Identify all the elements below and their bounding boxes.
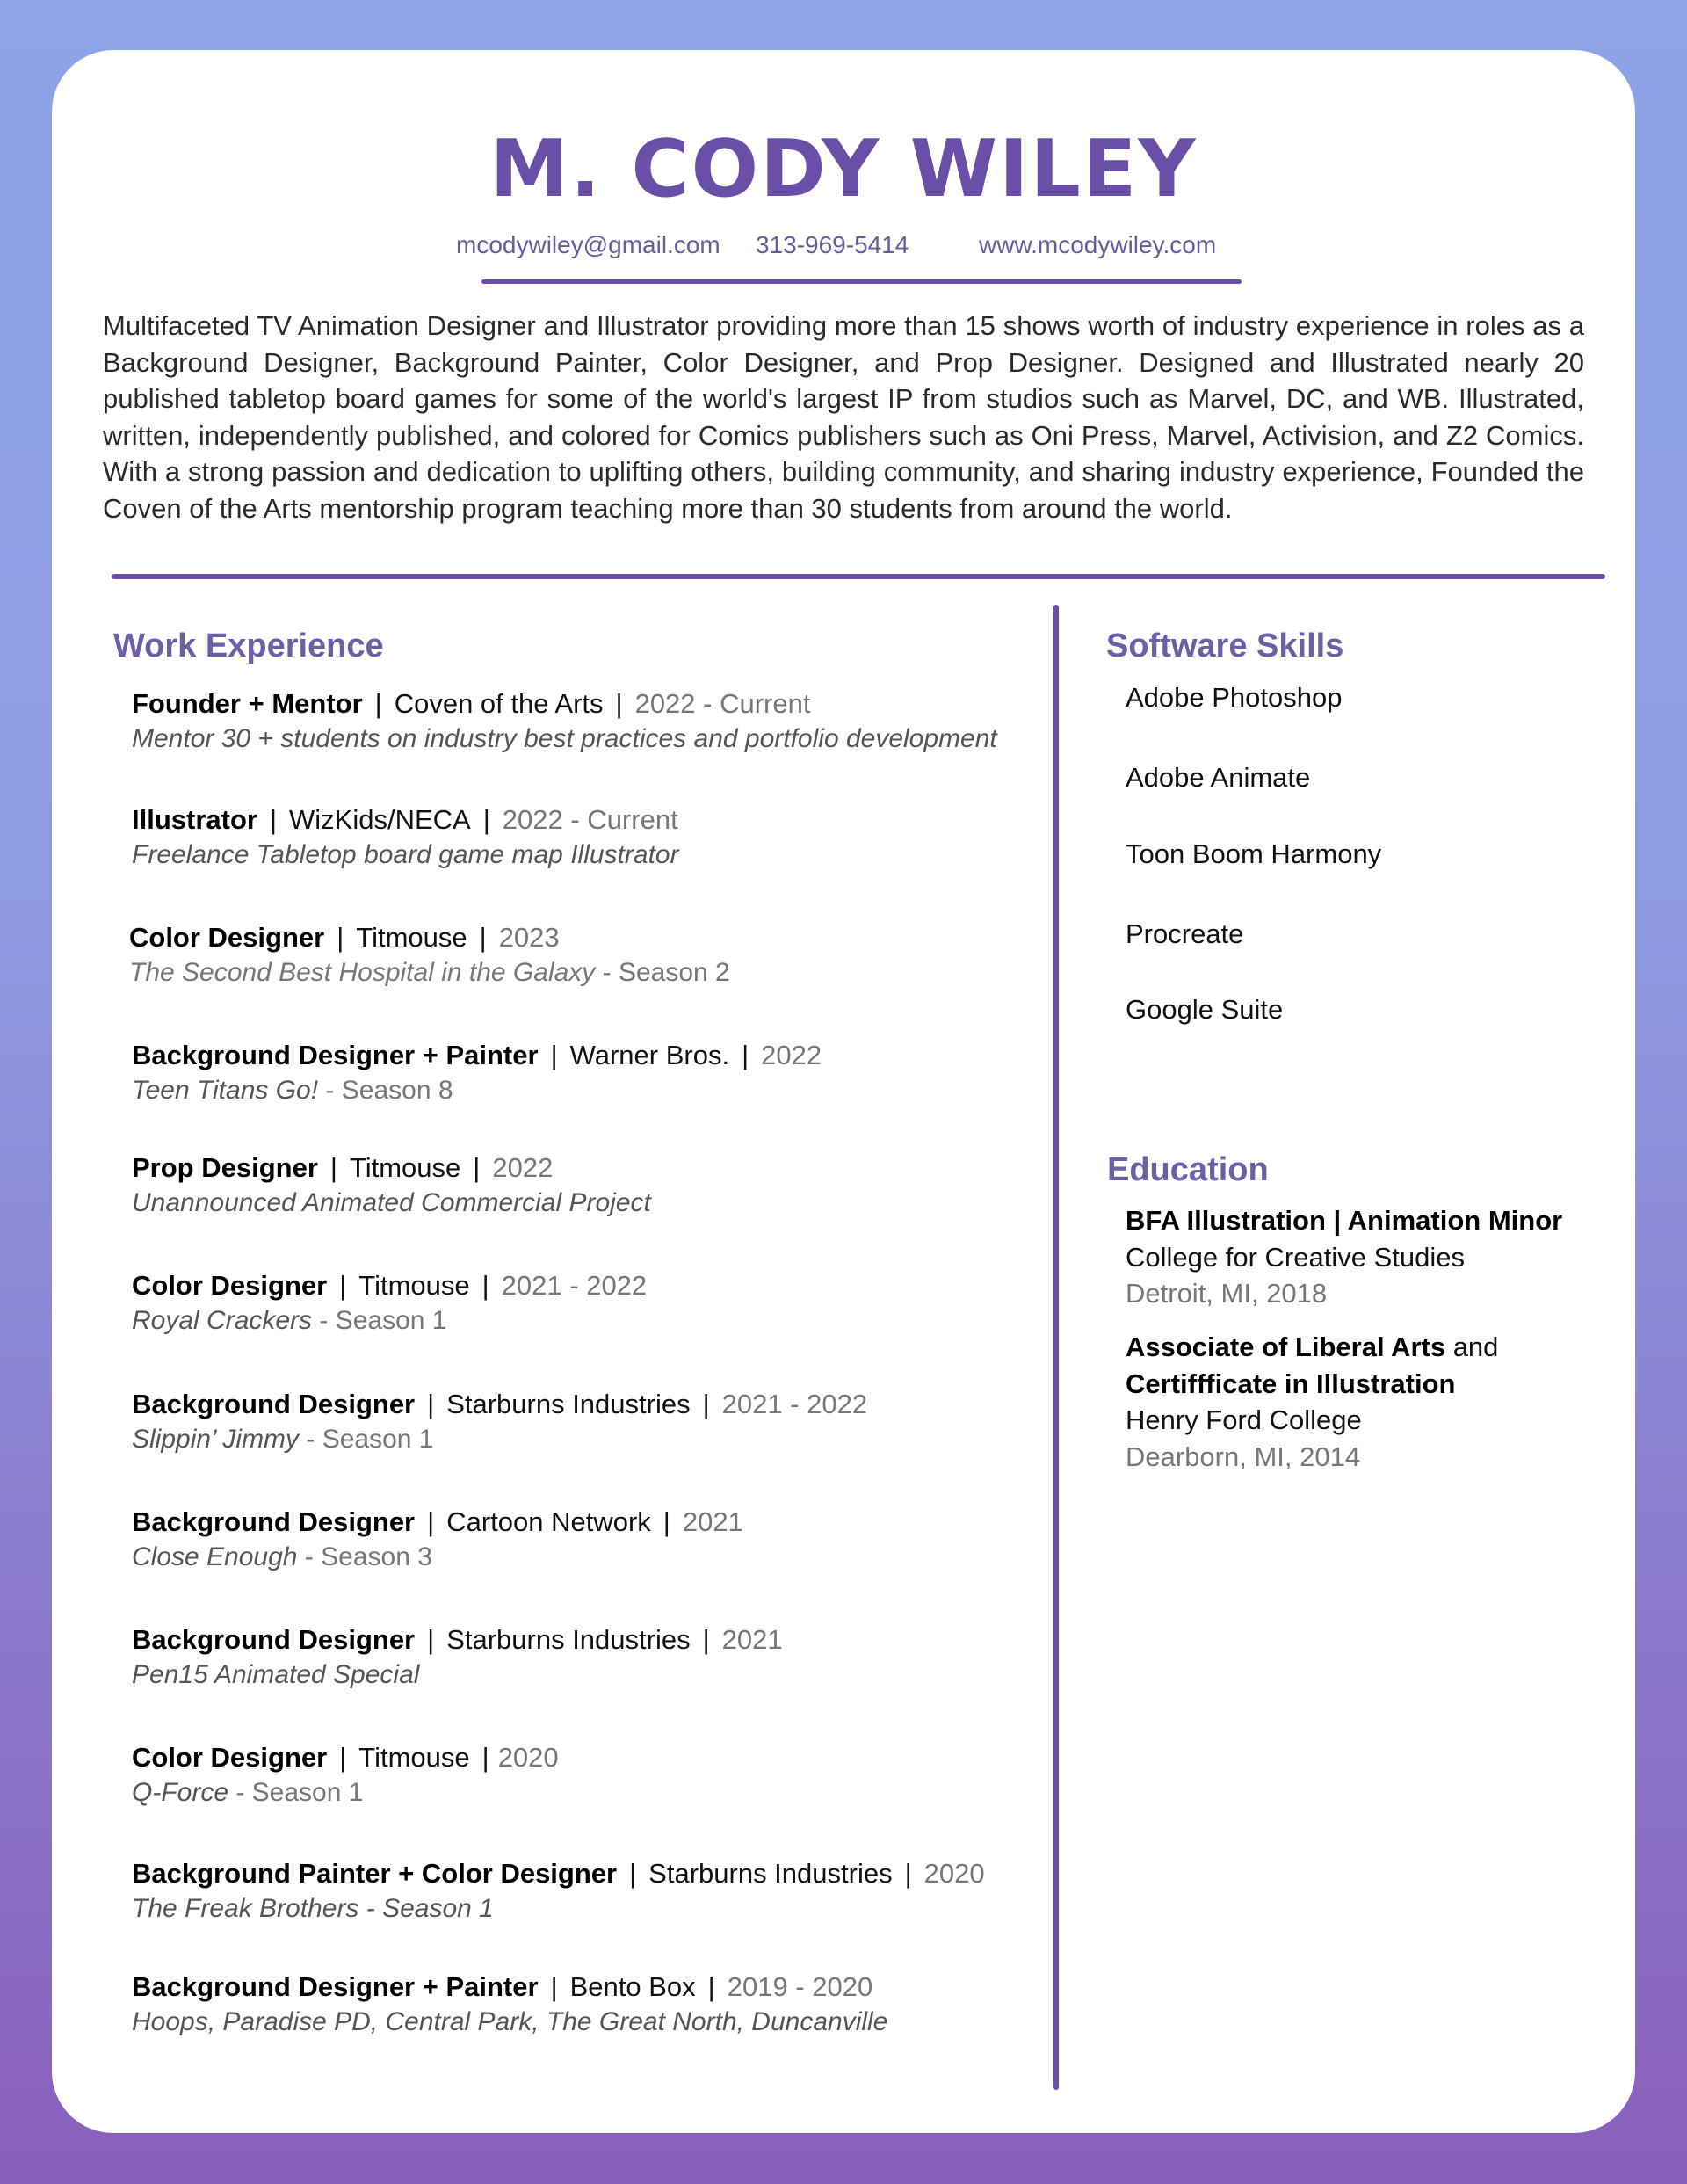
job-description: The Freak Brothers - Season 1: [132, 1894, 494, 1923]
website-link[interactable]: www.mcodywiley.com: [979, 231, 1217, 258]
job-entry: Color Designer | Titmouse | 2021 - 2022 Royal Crackers - Season 1: [132, 1270, 648, 1335]
job-dates: 2022 - Current: [502, 804, 678, 835]
job-company: Starburns Industries: [648, 1858, 893, 1889]
job-description: Slippin’ Jimmy: [132, 1425, 300, 1454]
skill-item: Procreate: [1126, 918, 1244, 949]
job-dates: 2020: [497, 1742, 559, 1773]
location-year: Dearborn, MI, 2014: [1126, 1440, 1361, 1472]
job-role: Background Designer + Painter: [132, 1040, 539, 1070]
job-company: Warner Bros.: [569, 1040, 730, 1070]
skill-item: Toon Boom Harmony: [1126, 838, 1382, 869]
job-season: - Season 1: [228, 1778, 364, 1807]
job-description: Close Enough: [132, 1542, 298, 1571]
job-role: Background Painter + Color Designer: [132, 1858, 618, 1889]
job-description: Pen15 Animated Special: [132, 1660, 420, 1689]
header-divider: [481, 279, 1242, 284]
job-description: Royal Crackers: [132, 1306, 313, 1335]
phone-number[interactable]: 313-969-5414: [756, 231, 909, 258]
job-dates: 2022: [761, 1040, 822, 1070]
school: Henry Ford College: [1126, 1404, 1362, 1435]
job-entry: Background Designer | Cartoon Network | 2021 Close Enough - Season 3: [132, 1506, 743, 1571]
school: College for Creative Studies: [1126, 1241, 1465, 1273]
job-description: Hoops, Paradise PD, Central Park, The Great North, Duncanville: [132, 2007, 888, 2036]
job-company: WizKids/NECA: [289, 804, 471, 835]
job-entry: Background Designer + Painter | Bento Box | 2019 - 2020 Hoops, Paradise PD, Central Park, The Great North, Duncanville: [132, 1971, 888, 2036]
job-dates: 2022: [492, 1152, 554, 1183]
job-role: Background Designer: [132, 1506, 416, 1537]
job-dates: 2023: [498, 922, 560, 953]
job-role: Color Designer: [132, 1742, 328, 1773]
skill-item: Google Suite: [1126, 994, 1284, 1025]
section-divider: [112, 574, 1605, 579]
job-company: Coven of the Arts: [394, 688, 604, 719]
job-role: Prop Designer: [132, 1152, 318, 1183]
job-entry: Background Designer + Painter | Warner Bros. | 2022 Teen Titans Go! - Season 8: [132, 1040, 822, 1105]
job-entry: Background Designer | Starburns Industries | 2021 Pen15 Animated Special: [132, 1624, 783, 1689]
job-description: Teen Titans Go!: [132, 1076, 319, 1105]
degree: BFA Illustration | Animation Minor: [1126, 1205, 1563, 1236]
job-dates: 2021: [682, 1506, 743, 1537]
job-description: The Second Best Hospital in the Galaxy: [129, 958, 596, 987]
job-role: Background Designer: [132, 1389, 416, 1419]
job-entry: Prop Designer | Titmouse | 2022 Unannounced Animated Commercial Project: [132, 1152, 651, 1217]
job-company: Starburns Industries: [446, 1624, 691, 1655]
job-role: Background Designer + Painter: [132, 1971, 539, 2002]
job-role: Color Designer: [129, 922, 325, 953]
job-entry: Color Designer | Titmouse | 2020 Q-Force - Season 1: [132, 1742, 559, 1807]
job-dates: 2019 - 2020: [727, 1971, 873, 2002]
job-season: - Season 8: [318, 1076, 453, 1105]
job-role: Color Designer: [132, 1270, 328, 1301]
job-role: Illustrator: [132, 804, 257, 835]
job-dates: 2021 - 2022: [721, 1389, 868, 1419]
job-dates: 2022 - Current: [634, 688, 811, 719]
job-description: Mentor 30 + students on industry best practices and portfolio development: [132, 724, 997, 753]
job-company: Cartoon Network: [446, 1506, 651, 1537]
degree: Associate of Liberal Arts: [1126, 1331, 1446, 1362]
education-title: Education: [1107, 1151, 1269, 1188]
education-entry: [1126, 1202, 1562, 1312]
job-dates: 2021 - 2022: [501, 1270, 648, 1301]
job-entry: Background Painter + Color Designer | Starburns Industries | 2020 The Freak Brothers - Season 1: [132, 1858, 985, 1923]
email-link[interactable]: mcodywiley@gmail.com: [456, 231, 720, 258]
job-dates: 2020: [923, 1858, 985, 1889]
job-entry: Background Designer | Starburns Industries | 2021 - 2022 Slippin’ Jimmy - Season 1: [132, 1389, 868, 1454]
skill-item: Adobe Animate: [1126, 762, 1311, 793]
job-dates: 2021: [721, 1624, 783, 1655]
job-role: Background Designer: [132, 1624, 416, 1655]
job-description: Unannounced Animated Commercial Project: [132, 1188, 651, 1217]
job-season: - Season 2: [595, 958, 730, 987]
job-season: - Season 1: [312, 1306, 447, 1335]
job-description: Q-Force: [132, 1778, 229, 1807]
location-year: Detroit, MI, 2018: [1126, 1278, 1328, 1309]
certificate: Certiffficate in Illustration: [1126, 1368, 1456, 1399]
skill-item: Adobe Photoshop: [1126, 682, 1343, 713]
column-divider: [1053, 605, 1059, 2090]
job-company: Titmouse: [349, 1152, 461, 1183]
education-entry: [1126, 1329, 1498, 1475]
job-season: - Season 3: [297, 1542, 432, 1571]
degree-join: and: [1445, 1331, 1499, 1362]
job-company: Starburns Industries: [446, 1389, 691, 1419]
job-description: Freelance Tabletop board game map Illustrator: [132, 840, 679, 869]
job-entry: Color Designer | Titmouse | 2023 The Second Best Hospital in the Galaxy - Season 2: [129, 922, 730, 987]
job-role: Founder + Mentor: [132, 688, 363, 719]
job-company: Titmouse: [356, 922, 467, 953]
job-company: Titmouse: [358, 1270, 470, 1301]
job-season: - Season 1: [299, 1425, 434, 1454]
job-company: Titmouse: [358, 1742, 470, 1773]
work-experience-title: Work Experience: [113, 628, 384, 664]
job-company: Bento Box: [569, 1971, 696, 2002]
software-skills-title: Software Skills: [1106, 628, 1344, 664]
candidate-name: M. CODY WILEY: [489, 123, 1198, 215]
job-entry: Founder + Mentor | Coven of the Arts | 2022 - Current Mentor 30 + students on industry best practices and portfolio development: [132, 688, 997, 753]
summary-paragraph: Multifaceted TV Animation Designer and Illustrator providing more than 15 shows worth of industry experience in roles as a Background Designer, Background Painter, Color Designer, and Prop Designer. Designed and Illustrated nearly 20 published tabletop board games for some of the world's largest IP from studios such as Marvel, DC, and WB. Illustrated, written, independently published, and colored for Comics publishers such as Oni Press, Marvel, Activision, and Z2 Comics. With a strong passion and dedication to uplifting others, building community, and sharing industry experience, Founded the Coven of the Arts mentorship program teaching more than 30 students from around the world.: [103, 310, 1584, 524]
job-entry: Illustrator | WizKids/NECA | 2022 - Current Freelance Tabletop board game map Illustrator: [132, 804, 679, 869]
